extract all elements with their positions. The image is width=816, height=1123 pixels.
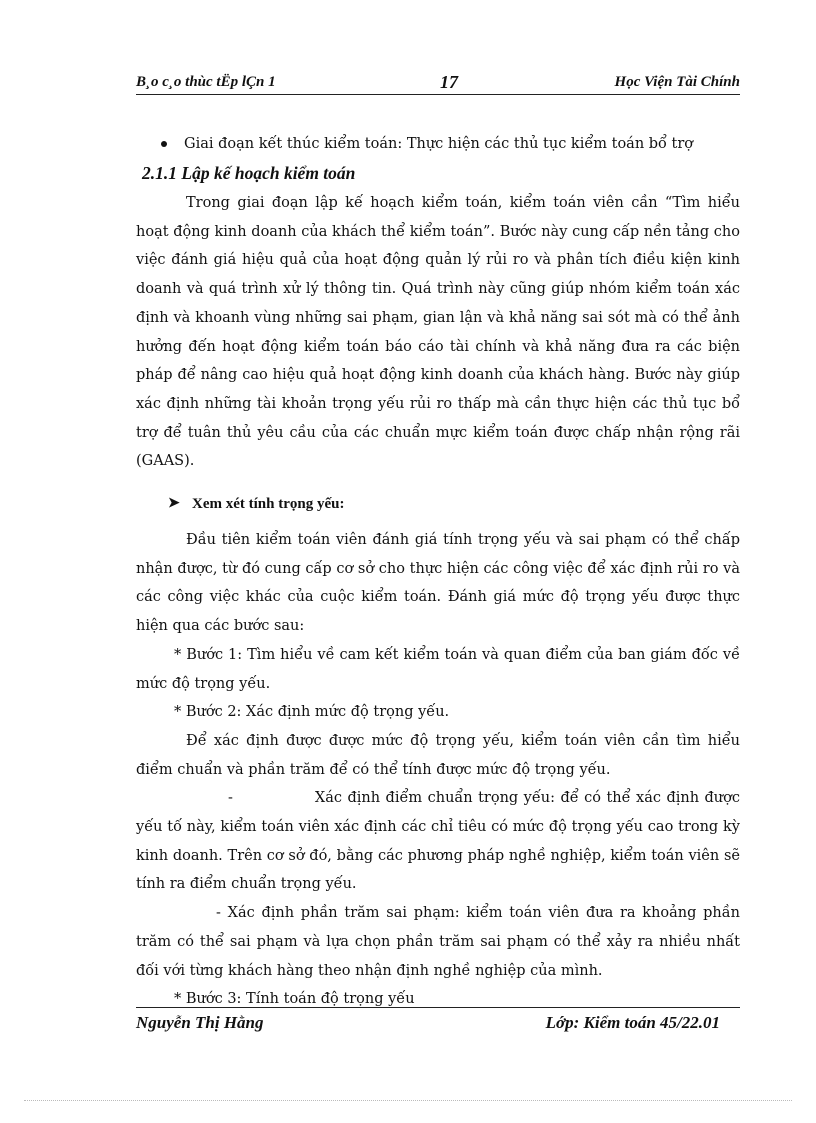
header-report-title: B¸o c¸o thùc tËp lÇn 1 (136, 74, 276, 90)
step-1: * Bước 1: Tìm hiểu về cam kết kiểm toán và quan điểm của ban giám đốc về mức độ trọng yếu. (136, 646, 740, 692)
page-bottom-border (24, 1100, 792, 1101)
bullet-item (136, 130, 740, 158)
footer-divider (136, 1007, 740, 1008)
arrow-bullet-icon: ➤ (168, 496, 180, 512)
page-number: 17 (440, 72, 458, 92)
sub-heading (136, 482, 740, 526)
section-heading: 2.1.1 Lập kế hoạch kiểm toán (142, 163, 356, 183)
paragraph-materiality: Đầu tiên kiểm toán viên đánh giá tính trọng yếu và sai phạm có thể chấp nhận được, từ đó cung cấp cơ sở cho thực hiện các công việc để xác định rủi ro và các công việc khác của cuộc kiểm toán. Đánh giá mức độ trọng yếu được thực hiện qua các bước sau: (136, 532, 740, 635)
header-institution: Học Viện Tài Chính (614, 74, 740, 90)
dash-item-percentage: - Xác định phần trăm sai phạm: kiểm toán viên đưa ra khoảng phần trăm có thể sai phạm và lựa chọn phần trăm sai phạm có thể xảy ra nhiều nhất đối với từng khách hàng theo nhận định nghề nghiệp của mình. (136, 905, 740, 979)
footer-class: Lớp: Kiểm toán 45/22.01 (545, 1013, 720, 1032)
bullet-text: Giai đoạn kết thúc kiểm toán: Thực hiện các thủ tục kiểm toán bổ trợ (184, 136, 694, 152)
footer-author: Nguyễn Thị Hằng (136, 1013, 264, 1032)
paragraph-determine: Để xác định được được mức độ trọng yếu, kiểm toán viên cần tìm hiểu điểm chuẩn và phần trăm để có thể tính được mức độ trọng yếu. (136, 732, 740, 778)
dash-item-benchmark: - Xác định điểm chuẩn trọng yếu: để có thể xác định được yếu tố này, kiểm toán viên xác định các chỉ tiêu có mức độ trọng yếu cao trong kỳ kinh doanh. Trên cơ sở đó, bằng các phương pháp nghề nghiệp, kiểm toán viên sẽ tính ra điểm chuẩn trọng yếu. (136, 790, 745, 893)
step-3: * Bước 3: Tính toán độ trọng yếu (174, 991, 415, 1008)
document-body (136, 125, 745, 1014)
bullet-dot-icon (161, 141, 167, 147)
sub-heading-label: Xem xét tính trọng yếu: (192, 496, 345, 513)
page-header (136, 72, 740, 95)
page-footer (136, 1013, 740, 1037)
step-2: * Bước 2: Xác định mức độ trọng yếu. (174, 704, 450, 721)
paragraph-planning: Trong giai đoạn lập kế hoạch kiểm toán, kiểm toán viên cần “Tìm hiểu hoạt động kinh doanh của khách thể kiểm toán”. Bước này cung cấp nền tảng cho việc đánh giá hiệu quả của hoạt động quản lý rủi ro và phân tích điều kiện kinh doanh và quá trình xử lý thông tin. Quá trình này cũng giúp nhóm kiểm toán xác định và khoanh vùng những sai phạm, gian lận và khả năng sai sót mà có thể ảnh hưởng đến hoạt động kiểm toán báo cáo tài chính và khả năng đưa ra các biện pháp để nâng cao hiệu quả hoạt động kinh doanh của khách hàng. Bước này giúp xác định những tài khoản trọng yếu rủi ro thấp mà cần thực hiện các thủ tục bổ trợ để tuân thủ yêu cầu của các chuẩn mực kiểm toán được chấp nhận rộng rãi (GAAS). (136, 195, 740, 470)
